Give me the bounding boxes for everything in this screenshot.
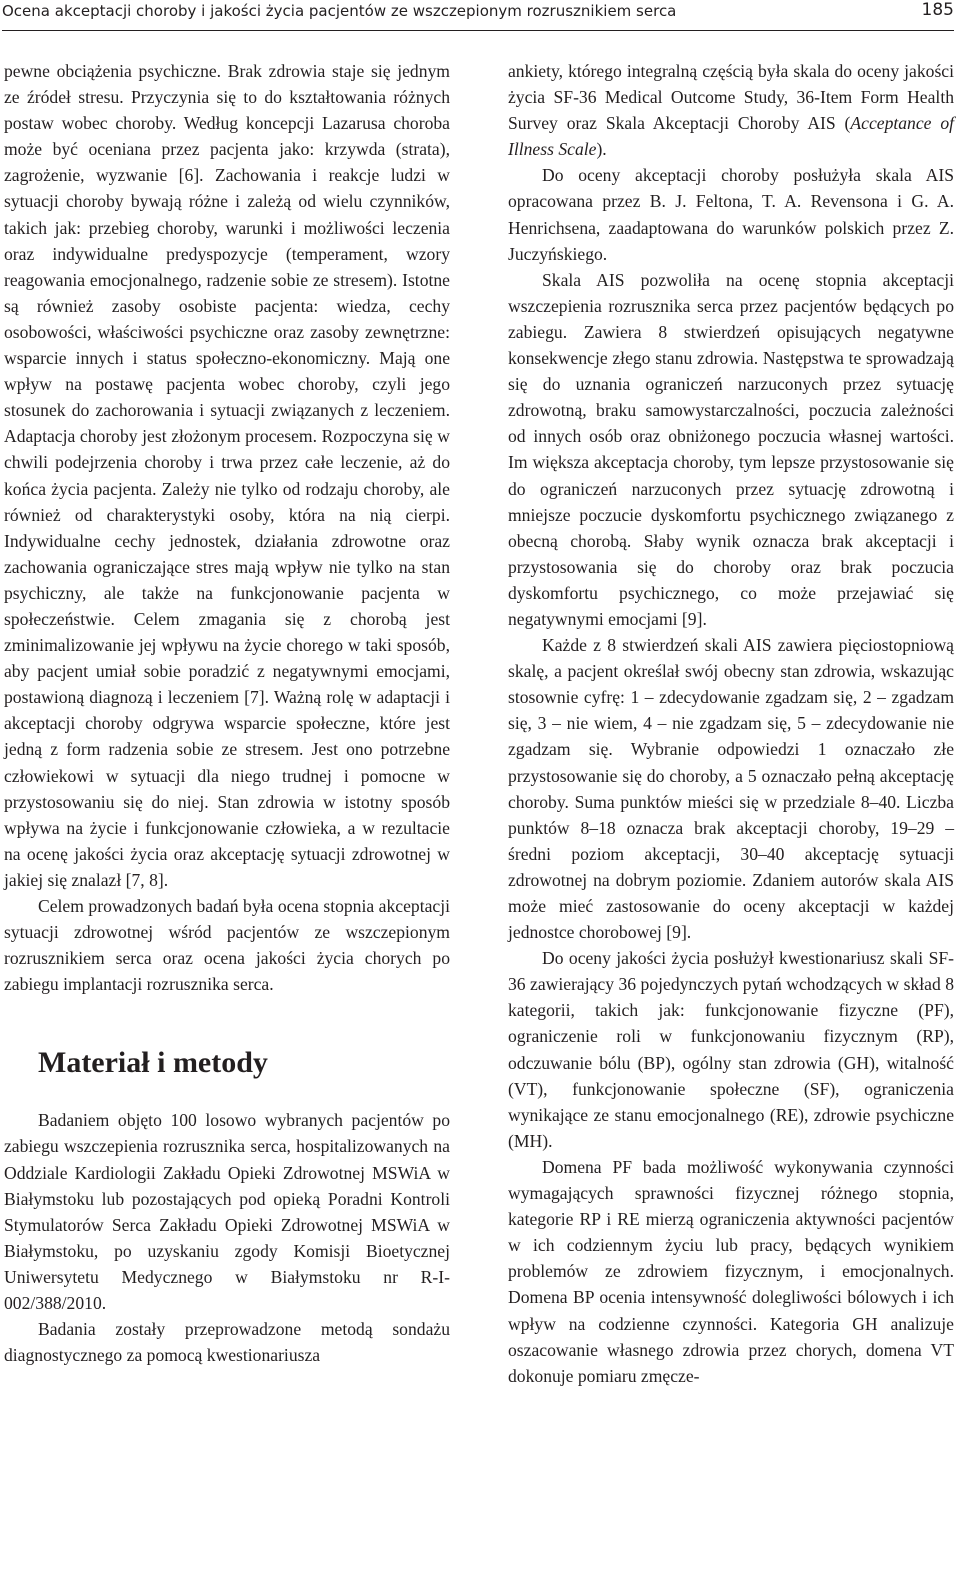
paragraph-right-1 <box>508 58 954 162</box>
right-column <box>508 58 954 1389</box>
running-title: Ocena akceptacji choroby i jakości życia pacjentów ze wszczepionym rozrusznikiem serca <box>2 2 677 20</box>
section-heading-materials-methods: Materiał i metody <box>38 1046 268 1080</box>
paragraph-left-2: Celem prowadzonych badań była ocena stopnia akceptacji sytuacji zdrowotnej wśród pacjentów ze wszczepionym rozrusznikiem serca oraz ocena jakości życia chorych po zabiegu implantacji rozrusznika serca. <box>4 896 450 995</box>
scale-name-italic: Acceptance of Illness Scale <box>508 113 955 160</box>
paragraph-right-3: Skala AIS pozwoliła na ocenę stopnia akceptacji wszczepienia rozrusznika serca przez pacjentów będących po zabiegu. Zawiera 8 stwierdzeń opisujących negatywne konsekwencje złego stanu zdrowia. Następstwa te sprowadzają się do uznania ograniczeń narzuconych przez sytuację zdrowotną, braku samowystarczalności, poczucia zależności od innych osób oraz obniżonego poczucia własnej wartości. Im większa akceptacja choroby, tym lepsze przystosowanie się do ograniczeń narzuconych przez sytuację zdrowotną i mniejsze poczucie dyskomfortu psychicznego związanego z obecną chorobą. Słaby wynik oznacza brak akceptacji i przystosowania się do choroby oraz brak poczucia dyskomfortu psychicznego, co może przejawiać się negatywnymi emocjami [9]. <box>508 269 954 629</box>
paragraph-right-2: Do oceny akceptacji choroby posłużyła skala AIS opracowana przez B. J. Feltona, T. A. Revensona i G. A. Henrichsena, zaadaptowana do warunków polskich przez Z. Juczyńskiego. <box>508 165 954 264</box>
paragraph-right-1-text: ankiety, którego integralną częścią była skala do oceny jakości życia SF-36 Medical Outcome Study, 36-Item Form Health Survey oraz Skala Akceptacji Choroby AIS ( <box>508 61 954 134</box>
page-number: 185 <box>921 0 954 20</box>
paragraph-right-5: Do oceny jakości życia posłużył kwestionariusz skali SF-36 zawierający 36 pojedynczych pytań wchodzących w skład 8 kategorii, takich jak: funkcjonowanie fizyczne (PF), ograniczenie roli w funkcjonowaniu fizycznym (RP), odczuwanie bólu (BP), ogólny stan zdrowia (GH), witalność (VT), funkcjonowanie społeczne (SF), ograniczenia wynikające ze stanu emocjonalnego (RE), zdrowie psychiczne (MH). <box>508 948 954 1151</box>
paragraph-left-4: Badania zostały przeprowadzone metodą sondażu diagnostycznego za pomocą kwestionariusza <box>4 1319 450 1366</box>
running-header <box>2 0 954 31</box>
left-column <box>4 58 450 1368</box>
paragraph-right-4: Każde z 8 stwierdzeń skali AIS zawiera pięciostopniową skalę, a pacjent określał swój obecny stan zdrowia, wskazując stosownie cyfrę: 1 – zdecydowanie zgadzam się, 2 – zgadzam się, 3 – nie wiem, 4 – nie zgadzam się, 5 – zdecydowanie nie zgadzam się. Wybranie odpowiedzi 1 oznaczało złe przystosowanie się do choroby, a 5 oznaczało pełną akceptację choroby. Suma punktów mieści się w przedziale 8–40. Liczba punktów 8–18 oznacza brak akceptacji choroby, 19–29 – średni poziom akceptacji, 30–40 akceptację sytuacji zdrowotnej na dobrym poziomie. Zdaniem autorów skala AIS może mieć zastosowanie do oceny akceptacji w każdej jednostce chorobowej [9]. <box>508 635 954 943</box>
paragraph-right-6: Domena PF bada możliwość wykonywania czynności wymagających sprawności fizycznej różnego stopnia, kategorie RP i RE mierzą ograniczenia aktywności pacjentów w ich codziennym życiu lub pracy, będących wynikiem problemów ze zdrowiem fizycznym, i emocjonalnych. Domena BP ocenia intensywność dolegliwości bólowych i ich wpływ na codzienne czynności. Kategoria GH analizuje oszacowanie własnego zdrowia przez chorych, domena VT dokonuje pomiaru zmęcze- <box>508 1156 954 1386</box>
paragraph-left-1: pewne obciążenia psychiczne. Brak zdrowia staje się jednym ze źródeł stresu. Przyczynia się to do kształtowania różnych postaw wobec choroby. Według koncepcji Lazarusa choroba może być oceniana przez pacjenta jako: krzywda (strata), zagrożenie, wyzwanie [6]. Zachowania i reakcje ludzi w sytuacji choroby bywają różne i zależą od wielu czynników, takich jak: przebieg choroby, warunki i możliwości leczenia oraz indywidualne predyspozycje (temperament, wzory reagowania emocjonalnego, radzenie sobie ze stresem). Istotne są również zasoby osobiste pacjenta: wiedza, cechy osobowości, właściwości psychiczne oraz zasoby zewnętrzne: wsparcie innych i status społeczno-ekonomiczny. Mają one wpływ na postawę pacjenta wobec choroby, czyli jego stosunek do zachorowania i sytuacji związanych z leczeniem. Adaptacja choroby jest złożonym procesem. Rozpoczyna się w chwili podejrzenia choroby i trwa przez całe leczenie, aż do końca życia pacjenta. Zależy nie tylko od rodzaju choroby, ale również od charakterystyki osoby, która na nią cierpi. Indywidualne cechy jednostek, działania zdrowotne oraz zachowania ograniczające stres mają wpływ nie tylko na stan psychiczny, ale także na funkcjonowanie pacjenta w społeczeństwie. Celem zmagania się z chorobą jest zminimalizowanie jej wpływu na życie chorego w taki sposób, aby pacjent umiał sobie poradzić z negatywnymi emocjami, postawioną diagnozą i leczeniem [7]. Ważną rolę w adaptacji i akceptacji choroby odgrywa wsparcie społeczne, które jest jedną z form radzenia sobie ze stresem. Jest ono potrzebne człowiekowi w sytuacji dla niego trudnej i pomocne w przystosowaniu się do niej. Stan zdrowia w istotny sposób wpływa na życie i funkcjonowanie człowieka, a w rezultacie na ocenę jakości życia oraz akceptację sytuacji zdrowotnej w jakiej się znalazł [7, 8]. <box>4 61 450 890</box>
paragraph-right-1-end: ). <box>596 139 607 160</box>
paragraph-left-3: Badaniem objęto 100 losowo wybranych pacjentów po zabiegu wszczepienia rozrusznika serca, hospitalizowanych na Oddziale Kardiologii Zakładu Opieki Zdrowotnej MSWiA w Białymstoku lub pozostających pod opieką Poradni Kontroli Stymulatorów Serca Zakładu Opieki Zdrowotnej MSWiA w Białymstoku, po uzyskaniu zgody Komisji Bioetycznej Uniwersytetu Medycznego w Białymstoku nr R-I-002/388/2010. <box>4 1110 450 1314</box>
